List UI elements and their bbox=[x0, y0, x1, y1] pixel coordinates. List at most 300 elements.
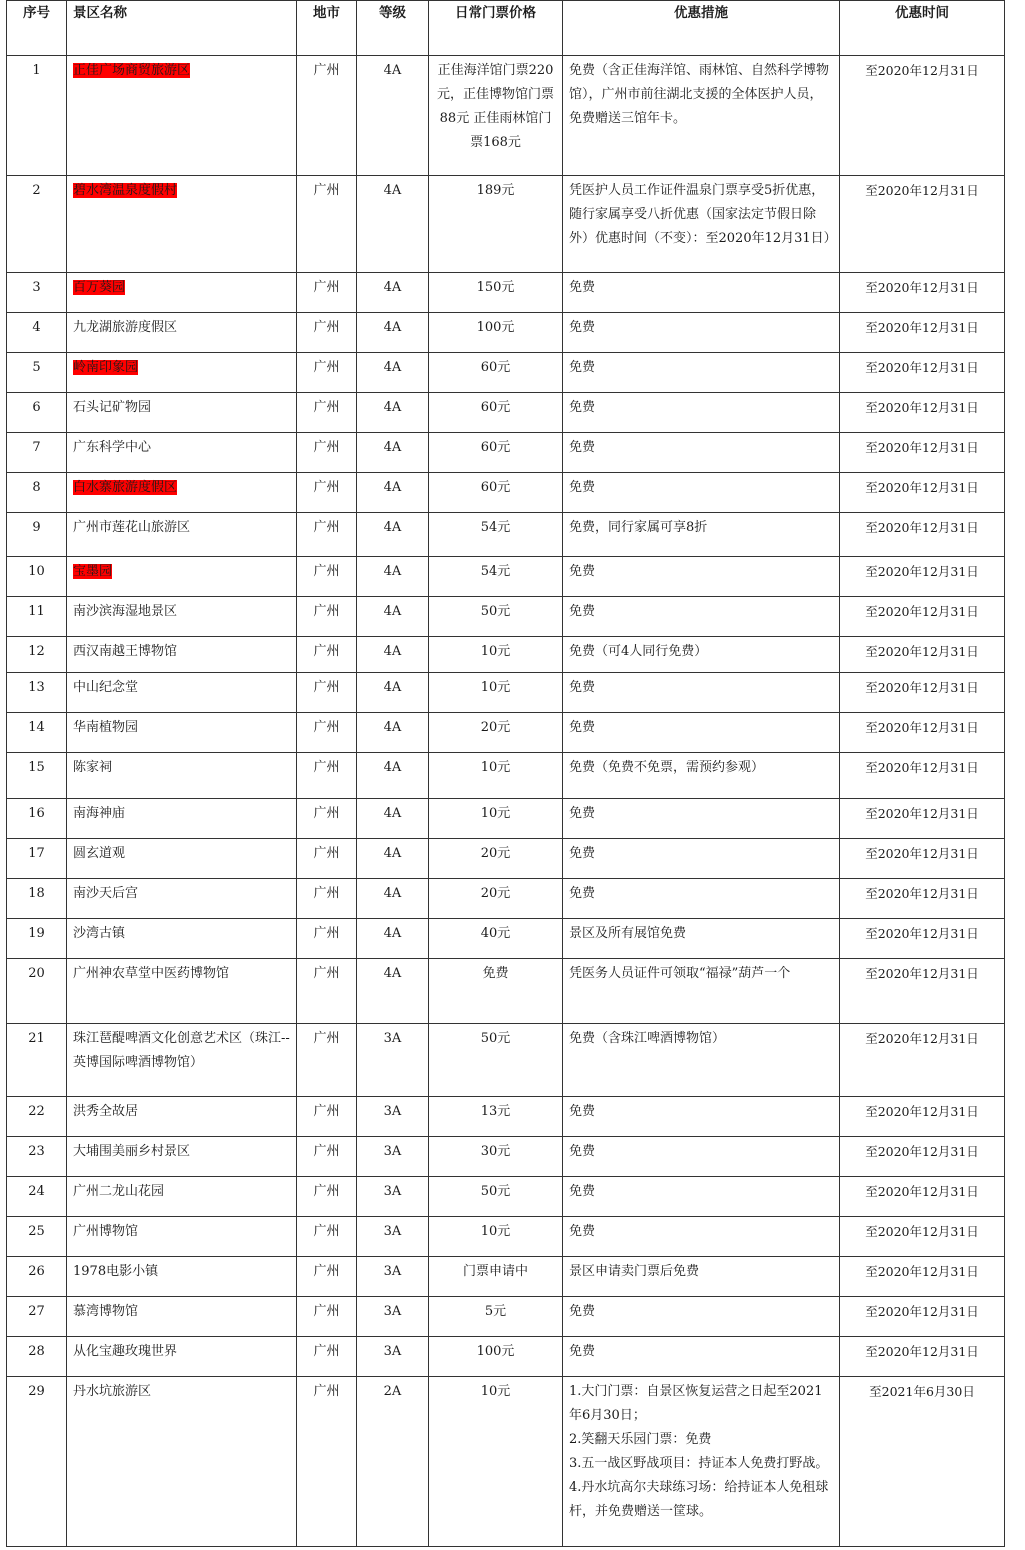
level-cell bbox=[357, 56, 429, 176]
scenic-name-cell bbox=[67, 56, 297, 176]
row-number-cell bbox=[7, 557, 67, 597]
ticket-price-cell bbox=[429, 799, 563, 839]
city-cell bbox=[297, 879, 357, 919]
city-cell bbox=[297, 959, 357, 1024]
scenic-name: 珠江琶醍啤酒文化创意艺术区（珠江--英博国际啤酒博物馆） bbox=[73, 1031, 290, 1070]
ticket-price-cell bbox=[429, 1337, 563, 1377]
scenic-name: 广州神农草堂中医药博物馆 bbox=[73, 966, 230, 981]
row-number: 6 bbox=[32, 400, 41, 415]
ticket-price: 10元 bbox=[480, 644, 511, 659]
discount-measures-cell bbox=[563, 753, 840, 799]
ticket-price-cell bbox=[429, 1377, 563, 1547]
city: 广州 bbox=[313, 1031, 340, 1046]
discount-period: 至2020年12月31日 bbox=[865, 63, 979, 78]
row-number-cell bbox=[7, 753, 67, 799]
city: 广州 bbox=[313, 760, 340, 775]
row-number-cell bbox=[7, 1097, 67, 1137]
header-price: 日常门票价格 bbox=[429, 1, 563, 56]
city: 广州 bbox=[313, 440, 340, 455]
discount-measures: 免费 bbox=[569, 1344, 596, 1359]
header-no: 序号 bbox=[7, 1, 67, 56]
row-number: 1 bbox=[32, 63, 41, 78]
discount-period: 至2020年12月31日 bbox=[865, 280, 979, 295]
row-number: 25 bbox=[28, 1224, 45, 1239]
discount-measures: 凭医务人员证件可领取“福禄”葫芦一个 bbox=[569, 966, 791, 981]
row-number: 7 bbox=[32, 440, 41, 455]
level-cell bbox=[357, 393, 429, 433]
discount-measures: 免费 bbox=[569, 720, 596, 735]
city: 广州 bbox=[313, 1224, 340, 1239]
ticket-price-cell bbox=[429, 597, 563, 637]
ticket-price: 60元 bbox=[480, 480, 511, 495]
discount-measures: 景区申请卖门票后免费 bbox=[569, 1264, 700, 1279]
level-cell bbox=[357, 597, 429, 637]
row-number-cell bbox=[7, 637, 67, 673]
discount-measures: 免费（可4人同行免费） bbox=[569, 644, 708, 659]
city: 广州 bbox=[313, 1184, 340, 1199]
table-row bbox=[7, 433, 1005, 473]
discount-period-cell bbox=[840, 919, 1005, 959]
discount-period-cell bbox=[840, 673, 1005, 713]
ticket-price: 189元 bbox=[476, 183, 515, 198]
table-row bbox=[7, 879, 1005, 919]
city-cell bbox=[297, 313, 357, 353]
level: 4A bbox=[383, 280, 402, 295]
level: 4A bbox=[383, 926, 402, 941]
table-row bbox=[7, 353, 1005, 393]
row-number: 18 bbox=[28, 886, 45, 901]
scenic-name-cell bbox=[67, 393, 297, 433]
city: 广州 bbox=[313, 1144, 340, 1159]
table-row bbox=[7, 1297, 1005, 1337]
level-cell bbox=[357, 433, 429, 473]
table-row bbox=[7, 1137, 1005, 1177]
discount-measures-cell bbox=[563, 1257, 840, 1297]
discount-measures: 免费（免费不免票，需预约参观） bbox=[569, 760, 765, 775]
scenic-name-cell bbox=[67, 473, 297, 513]
city-cell bbox=[297, 1257, 357, 1297]
level: 3A bbox=[383, 1264, 402, 1279]
ticket-price-cell bbox=[429, 56, 563, 176]
level-cell bbox=[357, 1217, 429, 1257]
row-number-cell bbox=[7, 56, 67, 176]
discount-measures: 免费 bbox=[569, 564, 596, 579]
ticket-price-cell bbox=[429, 713, 563, 753]
ticket-price: 5元 bbox=[484, 1304, 507, 1319]
row-number-cell bbox=[7, 597, 67, 637]
discount-measures-cell bbox=[563, 673, 840, 713]
city-cell bbox=[297, 1297, 357, 1337]
discount-measures-cell bbox=[563, 176, 840, 273]
level: 4A bbox=[383, 720, 402, 735]
level-cell bbox=[357, 1297, 429, 1337]
scenic-name: 慕湾博物馆 bbox=[73, 1304, 139, 1319]
level: 4A bbox=[383, 886, 402, 901]
table-row bbox=[7, 753, 1005, 799]
ticket-price-cell bbox=[429, 753, 563, 799]
ticket-price-cell bbox=[429, 557, 563, 597]
scenic-name: 百万葵园 bbox=[73, 280, 126, 295]
discount-period-cell bbox=[840, 56, 1005, 176]
ticket-price-cell bbox=[429, 1137, 563, 1177]
city-cell bbox=[297, 597, 357, 637]
city: 广州 bbox=[313, 480, 340, 495]
row-number: 3 bbox=[32, 280, 41, 295]
table-row bbox=[7, 1177, 1005, 1217]
scenic-name-cell bbox=[67, 673, 297, 713]
row-number-cell bbox=[7, 1217, 67, 1257]
header-name: 景区名称 bbox=[67, 1, 297, 56]
level-cell bbox=[357, 313, 429, 353]
scenic-name: 圆玄道观 bbox=[73, 846, 126, 861]
table-row bbox=[7, 56, 1005, 176]
table-row bbox=[7, 713, 1005, 753]
level-cell bbox=[357, 919, 429, 959]
scenic-name: 广东科学中心 bbox=[73, 440, 152, 455]
level-cell bbox=[357, 1177, 429, 1217]
scenic-name: 正佳广场商贸旅游区 bbox=[73, 63, 191, 78]
city-cell bbox=[297, 839, 357, 879]
city-cell bbox=[297, 273, 357, 313]
row-number: 17 bbox=[28, 846, 45, 861]
ticket-price-cell bbox=[429, 273, 563, 313]
header-level: 等级 bbox=[357, 1, 429, 56]
discount-measures-cell bbox=[563, 433, 840, 473]
level: 4A bbox=[383, 846, 402, 861]
ticket-price-cell bbox=[429, 919, 563, 959]
discount-period: 至2020年12月31日 bbox=[865, 846, 979, 861]
row-number: 26 bbox=[28, 1264, 45, 1279]
level: 3A bbox=[383, 1304, 402, 1319]
discount-measures: 免费 bbox=[569, 846, 596, 861]
scenic-name: 陈家祠 bbox=[73, 760, 113, 775]
row-number-cell bbox=[7, 176, 67, 273]
level-cell bbox=[357, 1097, 429, 1137]
scenic-name-cell bbox=[67, 597, 297, 637]
city: 广州 bbox=[313, 1384, 340, 1399]
scenic-name-cell bbox=[67, 433, 297, 473]
scenic-name: 沙湾古镇 bbox=[73, 926, 126, 941]
ticket-price: 100元 bbox=[476, 1344, 515, 1359]
level: 3A bbox=[383, 1224, 402, 1239]
scenic-name-cell bbox=[67, 959, 297, 1024]
city-cell bbox=[297, 176, 357, 273]
discount-period: 至2020年12月31日 bbox=[865, 1144, 979, 1159]
scenic-name: 南沙滨海湿地景区 bbox=[73, 604, 178, 619]
table-row bbox=[7, 1097, 1005, 1137]
discount-measures-cell bbox=[563, 313, 840, 353]
discount-period: 至2020年12月31日 bbox=[865, 644, 979, 659]
discount-period: 至2020年12月31日 bbox=[865, 1264, 979, 1279]
level-cell bbox=[357, 1257, 429, 1297]
discount-measures: 免费（含正佳海洋馆、雨林馆、自然科学博物馆），广州市前往湖北支援的全体医护人员，免费赠送三馆年卡。 bbox=[569, 63, 830, 126]
ticket-price: 54元 bbox=[480, 520, 511, 535]
city-cell bbox=[297, 1337, 357, 1377]
ticket-price-cell bbox=[429, 1217, 563, 1257]
city-cell bbox=[297, 1177, 357, 1217]
row-number-cell bbox=[7, 959, 67, 1024]
discount-measures-cell bbox=[563, 1024, 840, 1097]
discount-period-cell bbox=[840, 1257, 1005, 1297]
row-number: 8 bbox=[32, 480, 41, 495]
table-row bbox=[7, 1217, 1005, 1257]
row-number-cell bbox=[7, 433, 67, 473]
discount-measures-cell bbox=[563, 879, 840, 919]
scenic-name-cell bbox=[67, 879, 297, 919]
level: 4A bbox=[383, 183, 402, 198]
row-number: 12 bbox=[28, 644, 45, 659]
discount-measures-cell bbox=[563, 919, 840, 959]
scenic-name: 南沙天后宫 bbox=[73, 886, 139, 901]
ticket-price: 20元 bbox=[480, 846, 511, 861]
scenic-name-cell bbox=[67, 1024, 297, 1097]
discount-period: 至2020年12月31日 bbox=[865, 966, 979, 981]
ticket-price-cell bbox=[429, 959, 563, 1024]
discount-period-cell bbox=[840, 959, 1005, 1024]
scenic-name: 从化宝趣玫瑰世界 bbox=[73, 1344, 178, 1359]
scenic-name: 宝墨园 bbox=[73, 564, 113, 579]
level: 4A bbox=[383, 966, 402, 981]
discount-period: 至2020年12月31日 bbox=[865, 1224, 979, 1239]
scenic-name: 丹水坑旅游区 bbox=[73, 1384, 152, 1399]
city-cell bbox=[297, 513, 357, 557]
scenic-name-cell bbox=[67, 313, 297, 353]
row-number: 10 bbox=[28, 564, 45, 579]
level: 4A bbox=[383, 440, 402, 455]
table-row bbox=[7, 799, 1005, 839]
level: 4A bbox=[383, 604, 402, 619]
city-cell bbox=[297, 713, 357, 753]
row-number: 2 bbox=[32, 183, 41, 198]
scenic-name-cell bbox=[67, 839, 297, 879]
discount-period-cell bbox=[840, 1137, 1005, 1177]
discount-period-cell bbox=[840, 353, 1005, 393]
level: 3A bbox=[383, 1184, 402, 1199]
row-number: 11 bbox=[28, 604, 45, 619]
level-cell bbox=[357, 637, 429, 673]
row-number-cell bbox=[7, 513, 67, 557]
header-city: 地市 bbox=[297, 1, 357, 56]
level: 4A bbox=[383, 760, 402, 775]
table-row bbox=[7, 557, 1005, 597]
city-cell bbox=[297, 473, 357, 513]
row-number: 22 bbox=[28, 1104, 45, 1119]
city: 广州 bbox=[313, 280, 340, 295]
scenic-name: 九龙湖旅游度假区 bbox=[73, 320, 178, 335]
discount-measures-cell bbox=[563, 713, 840, 753]
row-number-cell bbox=[7, 313, 67, 353]
discount-measures-cell bbox=[563, 1177, 840, 1217]
city: 广州 bbox=[313, 680, 340, 695]
ticket-price-cell bbox=[429, 393, 563, 433]
level-cell bbox=[357, 176, 429, 273]
row-number: 23 bbox=[28, 1144, 45, 1159]
scenic-name-cell bbox=[67, 513, 297, 557]
discount-measures-cell bbox=[563, 273, 840, 313]
discount-measures-cell bbox=[563, 597, 840, 637]
city-cell bbox=[297, 1097, 357, 1137]
ticket-price: 10元 bbox=[480, 1224, 511, 1239]
scenic-name: 中山纪念堂 bbox=[73, 680, 139, 695]
ticket-price: 60元 bbox=[480, 400, 511, 415]
level: 3A bbox=[383, 1104, 402, 1119]
discount-period-cell bbox=[840, 1297, 1005, 1337]
city: 广州 bbox=[313, 806, 340, 821]
scenic-name: 碧水湾温泉度假村 bbox=[73, 183, 178, 198]
discount-measures-cell bbox=[563, 353, 840, 393]
ticket-price-cell bbox=[429, 1297, 563, 1337]
discount-period-cell bbox=[840, 637, 1005, 673]
discount-measures-cell bbox=[563, 637, 840, 673]
ticket-price: 10元 bbox=[480, 760, 511, 775]
discount-period: 至2020年12月31日 bbox=[865, 886, 979, 901]
row-number-cell bbox=[7, 353, 67, 393]
table-row bbox=[7, 1257, 1005, 1297]
ticket-price: 30元 bbox=[480, 1144, 511, 1159]
ticket-price: 10元 bbox=[480, 1384, 511, 1399]
discount-measures: 免费（含珠江啤酒博物馆） bbox=[569, 1031, 726, 1046]
level-cell bbox=[357, 513, 429, 557]
row-number: 28 bbox=[28, 1344, 45, 1359]
ticket-price: 13元 bbox=[480, 1104, 511, 1119]
table-row bbox=[7, 919, 1005, 959]
level-cell bbox=[357, 273, 429, 313]
scenic-name-cell bbox=[67, 176, 297, 273]
discount-period: 至2020年12月31日 bbox=[865, 1031, 979, 1046]
header-discount: 优惠措施 bbox=[563, 1, 840, 56]
table-row bbox=[7, 1024, 1005, 1097]
level-cell bbox=[357, 1377, 429, 1547]
table-row bbox=[7, 393, 1005, 433]
city: 广州 bbox=[313, 1104, 340, 1119]
scenic-name-cell bbox=[67, 353, 297, 393]
city-cell bbox=[297, 919, 357, 959]
row-number-cell bbox=[7, 879, 67, 919]
header-period: 优惠时间 bbox=[840, 1, 1005, 56]
city: 广州 bbox=[313, 520, 340, 535]
row-number: 19 bbox=[28, 926, 45, 941]
city: 广州 bbox=[313, 320, 340, 335]
row-number-cell bbox=[7, 1257, 67, 1297]
discount-measures: 免费 bbox=[569, 440, 596, 455]
row-number: 15 bbox=[28, 760, 45, 775]
discount-period: 至2020年12月31日 bbox=[865, 564, 979, 579]
ticket-price-cell bbox=[429, 1097, 563, 1137]
level-cell bbox=[357, 557, 429, 597]
ticket-price-cell bbox=[429, 1257, 563, 1297]
discount-period: 至2020年12月31日 bbox=[865, 760, 979, 775]
discount-period-cell bbox=[840, 557, 1005, 597]
discount-period: 至2020年12月31日 bbox=[865, 604, 979, 619]
level-cell bbox=[357, 839, 429, 879]
discount-measures-cell bbox=[563, 1137, 840, 1177]
level-cell bbox=[357, 713, 429, 753]
discount-period-cell bbox=[840, 839, 1005, 879]
discount-period-cell bbox=[840, 313, 1005, 353]
scenic-name-cell bbox=[67, 1377, 297, 1547]
discount-measures: 免费 bbox=[569, 886, 596, 901]
city-cell bbox=[297, 1217, 357, 1257]
discount-period: 至2020年12月31日 bbox=[865, 183, 979, 198]
scenic-name: 华南植物园 bbox=[73, 720, 139, 735]
ticket-price-cell bbox=[429, 313, 563, 353]
row-number-cell bbox=[7, 473, 67, 513]
row-number-cell bbox=[7, 1297, 67, 1337]
discount-period: 至2020年12月31日 bbox=[865, 1304, 979, 1319]
row-number-cell bbox=[7, 919, 67, 959]
ticket-price-cell bbox=[429, 176, 563, 273]
scenic-name: 石头记矿物园 bbox=[73, 400, 152, 415]
level-cell bbox=[357, 799, 429, 839]
discount-period: 至2020年12月31日 bbox=[865, 1344, 979, 1359]
row-number: 5 bbox=[32, 360, 41, 375]
discount-measures: 免费 bbox=[569, 1224, 596, 1239]
discount-period: 至2021年6月30日 bbox=[869, 1384, 975, 1399]
scenic-name-cell bbox=[67, 557, 297, 597]
city: 广州 bbox=[313, 183, 340, 198]
discount-period-cell bbox=[840, 713, 1005, 753]
scenic-name-cell bbox=[67, 1097, 297, 1137]
discount-measures-cell bbox=[563, 1297, 840, 1337]
scenic-name-cell bbox=[67, 1257, 297, 1297]
level: 4A bbox=[383, 320, 402, 335]
scenic-name-cell bbox=[67, 1137, 297, 1177]
row-number: 13 bbox=[28, 680, 45, 695]
city-cell bbox=[297, 433, 357, 473]
ticket-price-cell bbox=[429, 353, 563, 393]
scenic-name: 广州二龙山花园 bbox=[73, 1184, 165, 1199]
table-row bbox=[7, 597, 1005, 637]
ticket-price-cell bbox=[429, 879, 563, 919]
scenic-name-cell bbox=[67, 799, 297, 839]
discount-measures: 免费 bbox=[569, 1104, 596, 1119]
discount-measures-cell bbox=[563, 557, 840, 597]
ticket-price: 40元 bbox=[480, 926, 511, 941]
level: 4A bbox=[383, 63, 402, 78]
table-row bbox=[7, 1377, 1005, 1547]
row-number: 14 bbox=[28, 720, 45, 735]
level: 4A bbox=[383, 680, 402, 695]
ticket-price: 60元 bbox=[480, 440, 511, 455]
level: 3A bbox=[383, 1144, 402, 1159]
level: 2A bbox=[383, 1384, 402, 1399]
city: 广州 bbox=[313, 564, 340, 579]
discount-period: 至2020年12月31日 bbox=[865, 720, 979, 735]
city-cell bbox=[297, 637, 357, 673]
level: 4A bbox=[383, 564, 402, 579]
table-row bbox=[7, 176, 1005, 273]
discount-measures: 免费 bbox=[569, 480, 596, 495]
row-number-cell bbox=[7, 1377, 67, 1547]
scenic-name-cell bbox=[67, 1217, 297, 1257]
city-cell bbox=[297, 1137, 357, 1177]
discount-period-cell bbox=[840, 1217, 1005, 1257]
scenic-name: 南海神庙 bbox=[73, 806, 126, 821]
level: 4A bbox=[383, 400, 402, 415]
city-cell bbox=[297, 557, 357, 597]
city-cell bbox=[297, 753, 357, 799]
city: 广州 bbox=[313, 846, 340, 861]
table-row bbox=[7, 273, 1005, 313]
table-row bbox=[7, 1337, 1005, 1377]
discount-measures: 免费 bbox=[569, 680, 596, 695]
row-number: 9 bbox=[32, 520, 41, 535]
discount-period-cell bbox=[840, 799, 1005, 839]
scenic-name-cell bbox=[67, 1297, 297, 1337]
level: 4A bbox=[383, 806, 402, 821]
ticket-price-cell bbox=[429, 513, 563, 557]
ticket-price-cell bbox=[429, 1024, 563, 1097]
